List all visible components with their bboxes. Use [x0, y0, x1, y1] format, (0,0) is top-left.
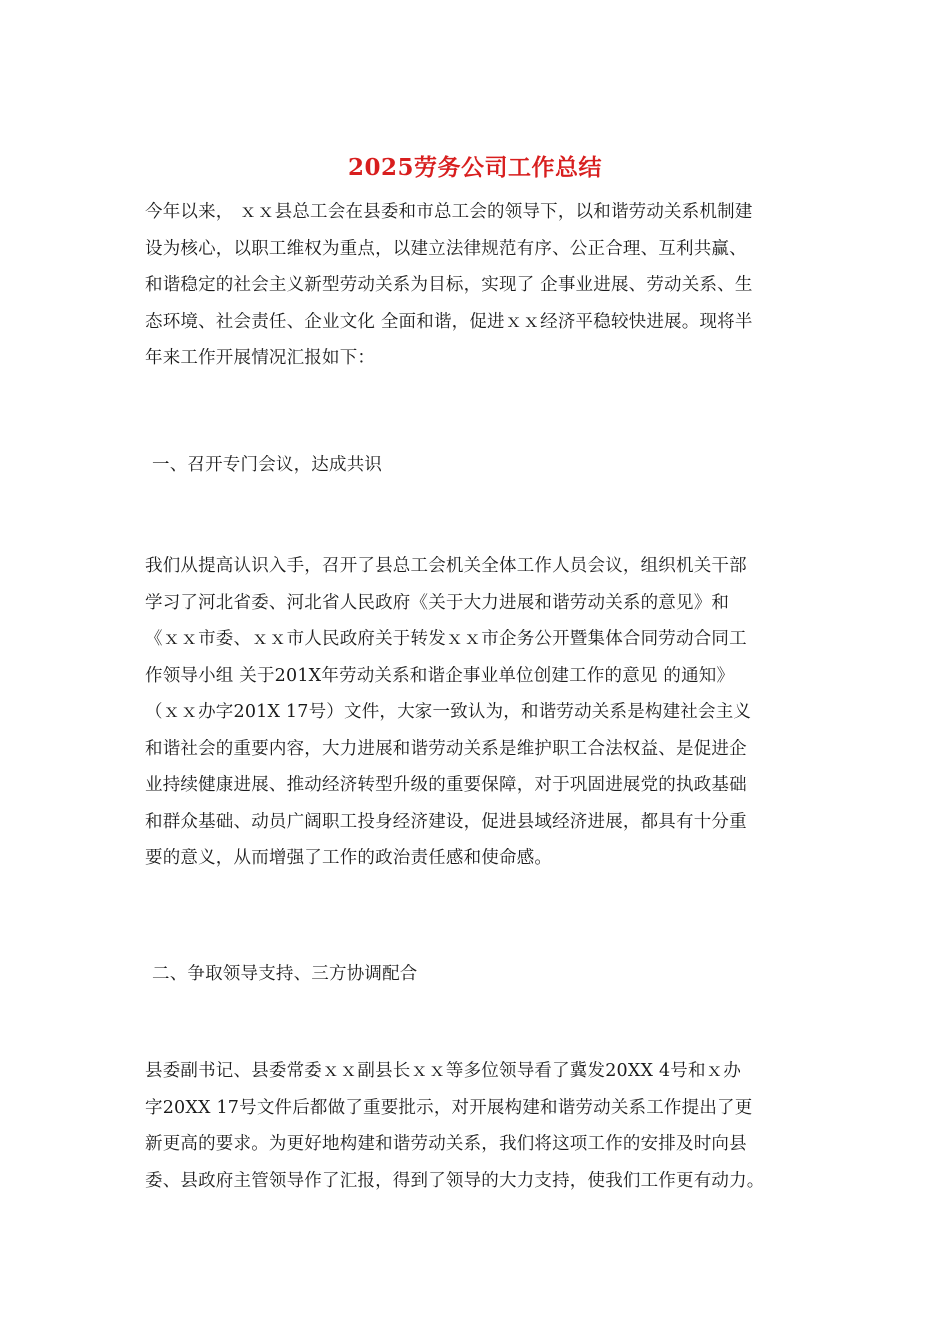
paragraph-line: 我们从提高认识入手，召开了县总工会机关全体工作人员会议，组织机关干部 — [145, 556, 747, 576]
document-title: 2025劳务公司工作总结 — [347, 154, 602, 181]
paragraph-line: 作领导小组 关于201X年劳动关系和谐企事业单位创建工作的意见 的通知》 — [145, 665, 735, 686]
paragraph-line: 今年以来， ｘｘ县总工会在县委和市总工会的领导下，以和谐劳动关系机制建 — [145, 202, 753, 222]
section-heading-text: 一、召开专门会议，达成共识 — [152, 455, 383, 475]
intro-paragraph — [145, 194, 815, 377]
paragraph-line: 委、县政府主管领导作了汇报，得到了领导的大力支持，使我们工作更有动力。 — [145, 1170, 765, 1191]
paragraph-line: 和群众基础、动员广阔职工投身经济建设，促进县域经济进展，都具有十分重 — [145, 811, 747, 832]
paragraph-line: 新更高的要求。为更好地构建和谐劳动关系，我们将这项工作的安排及时向县 — [145, 1134, 747, 1154]
section-heading-1 — [152, 447, 822, 484]
section-2-paragraph — [145, 1053, 815, 1199]
paragraph-line: 年来工作开展情况汇报如下： — [145, 348, 376, 368]
paragraph-line: 县委副书记、县委常委ｘｘ副县长ｘｘ等多位领导看了冀发20XX 4号和ｘ办 — [145, 1061, 742, 1081]
section-heading-text: 二、争取领导支持、三方协调配合 — [152, 964, 418, 984]
section-1-paragraph — [145, 548, 815, 877]
paragraph-line: 和谐社会的重要内容，大力进展和谐劳动关系是维护职工合法权益、是促进企 — [145, 738, 747, 759]
paragraph-line: 要的意义，从而增强了工作的政治责任感和使命感。 — [145, 848, 553, 868]
paragraph-line: 学习了河北省委、河北省人民政府《关于大力进展和谐劳动关系的意见》和 — [145, 592, 730, 613]
paragraph-line: 设为核心，以职工维权为重点，以建立法律规范有序、公正合理、互利共赢、 — [145, 238, 747, 259]
paragraph-line: 《ｘｘ市委、ｘｘ市人民政府关于转发ｘｘ市企务公开暨集体合同劳动合同工 — [145, 629, 747, 649]
paragraph-line: 和谐稳定的社会主义新型劳动关系为目标，实现了 企事业进展、劳动关系、生 — [145, 275, 753, 295]
section-heading-2 — [152, 956, 822, 993]
paragraph-line: 态环境、社会责任、企业文化 全面和谐，促进ｘｘ经济平稳较快进展。现将半 — [145, 311, 753, 332]
paragraph-line: 业持续健康进展、推动经济转型升级的重要保障，对于巩固进展党的执政基础 — [145, 775, 747, 795]
paragraph-line: （ｘｘ办字201X 17号）文件，大家一致认为，和谐劳动关系是构建社会主义 — [145, 702, 752, 722]
paragraph-line: 字20XX 17号文件后都做了重要批示，对开展构建和谐劳动关系工作提出了更 — [145, 1097, 753, 1118]
